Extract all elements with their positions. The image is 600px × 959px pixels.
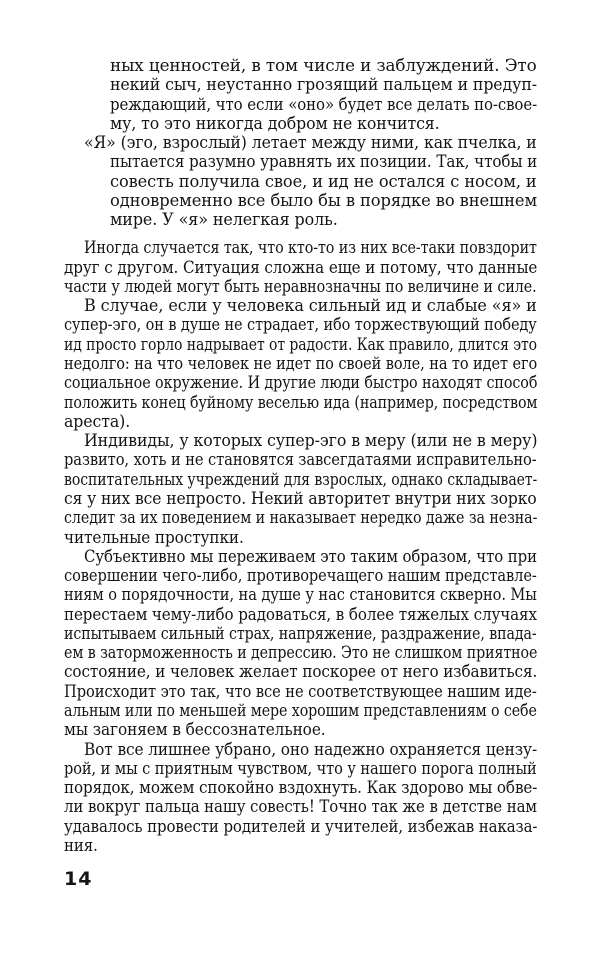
text-line: Происходит это так, что все не соответствующее нашим иде- xyxy=(64,681,537,702)
text-line: ния. xyxy=(64,836,98,856)
text-line: порядок, можем спокойно вздохнуть. Как здорово мы обве- xyxy=(64,778,538,799)
text-line: ареста). xyxy=(64,411,131,432)
text-line: «Я» (эго, взрослый) летает между ними, как пчелка, и xyxy=(84,133,537,154)
text-line: испытываем сильный страх, напряжение, раздражение, впада- xyxy=(64,623,537,644)
text-line: мире. У «я» нелегкая роль. xyxy=(110,210,338,231)
text-line: перестаем чему-либо радоваться, в более тяжелых случаях xyxy=(64,604,537,625)
text-line: мы загоняем в бессознательное. xyxy=(64,720,326,741)
text-line: В случае, если у человека сильный ид и слабые «я» и xyxy=(84,296,537,317)
text-line: ем в заторможенность и депрессию. Это не слишком приятное xyxy=(64,643,538,664)
text-line: чительные проступки. xyxy=(64,527,244,548)
text-line: рой, и мы с приятным чувством, что у нашего порога полный xyxy=(64,758,537,779)
text-line: удавалось провести родителей и учителей, избежав наказа- xyxy=(64,816,538,837)
text-line: состояние, и человек желает поскорее от него избавиться. xyxy=(64,662,538,683)
text-line: альным или по меньшей мере хорошим представлениям о себе xyxy=(64,701,537,722)
text-line: части у людей могут быть неравнозначны по величине и силе. xyxy=(64,276,537,297)
text-line: положить конец буйному веселью ида (например, посредством xyxy=(64,392,538,413)
text-line: развито, хоть и не становятся завсегдатаями исправительно- xyxy=(64,450,537,471)
text-line: воспитательных учреждений для взрослых, однако складывает- xyxy=(64,469,538,490)
text-line: ных ценностей, в том числе и заблуждений. Это xyxy=(110,56,537,76)
text-line: друг с другом. Ситуация сложна еще и потому, что данные xyxy=(64,257,538,278)
text-line: следит за их поведением и наказывает нередко даже за незна- xyxy=(64,508,538,529)
text-line: пытается разумно уравнять их позиции. Так, чтобы и xyxy=(110,152,538,173)
text-line: му, то это никогда добром не кончится. xyxy=(110,113,440,134)
text-line: ниям о порядочности, на душе у нас становится скверно. Мы xyxy=(64,585,537,606)
text-line: одновременно все было бы в порядке во внешнем xyxy=(110,190,538,211)
text-line: социальное окружение. И другие люди быстро находят способ xyxy=(64,373,538,394)
text-line: ид просто горло надрывает от радости. Как правило, длится это xyxy=(64,334,537,355)
text-line: совесть получила свое, и ид не остался с носом, и xyxy=(110,171,537,192)
text-line: Индивиды, у которых супер-эго в меру (или не в меру) xyxy=(84,431,538,452)
text-line: супер-эго, он в душе не страдает, ибо торжествующий победу xyxy=(64,315,537,336)
text-line: Субъективно мы переживаем это таким образом, что при xyxy=(84,546,537,567)
text-line: некий сыч, неустанно грозящий пальцем и предуп- xyxy=(110,75,537,96)
text-line: реждающий, что если «оно» будет все делать по-свое- xyxy=(110,94,538,115)
text-line: совершении чего-либо, противоречащего нашим представле- xyxy=(64,566,537,587)
text-line: недолго: на что человек не идет по своей воле, на то идет его xyxy=(64,354,538,374)
text-line: ся у них все непросто. Некий авторитет внутри них зорко xyxy=(64,488,537,509)
text-line: Иногда случается так, что кто-то из них все-таки повздорит xyxy=(84,238,537,259)
text-line: ли вокруг пальца нашу совесть! Точно так же в детстве нам xyxy=(64,797,537,818)
page-number: 14 xyxy=(64,868,93,890)
text-line: Вот все лишнее убрано, оно надежно охраняется цензу- xyxy=(84,739,538,760)
